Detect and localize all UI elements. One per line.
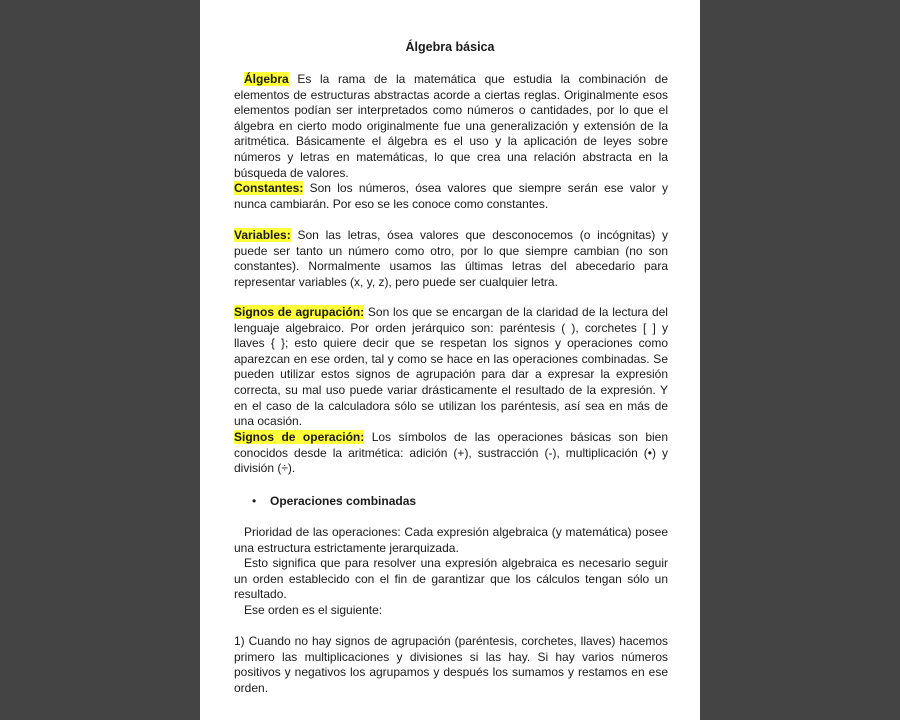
paragraph-prioridad: Prioridad de las operaciones: Cada expresión algebraica (y matemática) posee una estructura estrictamente jerarquizada. <box>234 525 668 555</box>
term-agrupacion: Signos de agrupación: <box>234 305 365 319</box>
bullet-operaciones-combinadas <box>252 494 416 508</box>
paragraph-variables <box>234 228 668 290</box>
term-constantes: Constantes: <box>234 181 304 195</box>
term-algebra: Álgebra <box>244 72 289 86</box>
text-agrupacion: Son los que se encargan de la claridad de la lectura del lenguaje algebraico. Por orden jerárquico son: paréntesis ( ), corchetes [ ] y llaves { }; esto quiere decir que se respetan los signos y operaciones como aparezcan en ese orden, tal y como se hace en las operaciones combinadas. Se pueden utilizar estos signos de agrupación para dar a expresar la expresión correcta, su mal uso puede variar drásticamente el resultado de la expresión. Y en el caso de la calculadora sólo se utilizan los paréntesis, así sea en más de una ocasión. <box>234 305 668 429</box>
paragraph-constantes <box>234 181 668 212</box>
document-title: Álgebra básica <box>405 40 495 54</box>
term-operacion: Signos de operación: <box>234 430 365 444</box>
bullet-icon: • <box>252 494 257 508</box>
text-constantes: Son los números, ósea valores que siempre serán ese valor y nunca cambiarán. Por eso se les conoce como constantes. <box>234 181 668 211</box>
bullet-label: Operaciones combinadas <box>270 494 417 508</box>
paragraph-operacion <box>234 430 668 477</box>
paragraph-agrupacion <box>234 305 668 430</box>
paragraph-paso1: 1) Cuando no hay signos de agrupación (paréntesis, corchetes, llaves) hacemos primero las multiplicaciones y divisiones si las hay. Si hay varios números positivos y negativos los agrupamos y después los sumamos y restamos en ese orden. <box>234 634 668 695</box>
text-variables: Son las letras, ósea valores que desconocemos (o incógnitas) y puede ser tanto un número como otro, por lo que siempre cambian (no son constantes). Normalmente usamos las últimas letras del abecedario para representar variables (x, y, z), pero puede ser cualquier letra. <box>234 228 668 289</box>
text-operacion: Los símbolos de las operaciones básicas son bien conocidos desde la aritmética: adición (+), sustracción (-), multiplicación (•) y división (÷). <box>234 430 669 476</box>
paragraph-orden: Ese orden es el siguiente: <box>244 603 383 617</box>
document-page <box>200 0 700 720</box>
paragraph-algebra <box>234 72 668 181</box>
term-variables: Variables: <box>234 228 291 242</box>
paragraph-significa: Esto significa que para resolver una expresión algebraica es necesario seguir un orden establecido con el fin de garantizar que los cálculos tengan sólo un resultado. <box>234 556 668 602</box>
text-algebra: Es la rama de la matemática que estudia la combinación de elementos de estructuras abstractas acorde a ciertas reglas. Originalmente esos elementos podían ser interpretados como números o cantidades, por lo que el álgebra en cierto modo originalmente fue una generalización y extensión de la aritmética. Básicamente el álgebra es el uso y la aplicación de leyes sobre números y letras en matemáticas, lo que crea una relación abstracta en la búsqueda de valores. <box>234 72 668 180</box>
